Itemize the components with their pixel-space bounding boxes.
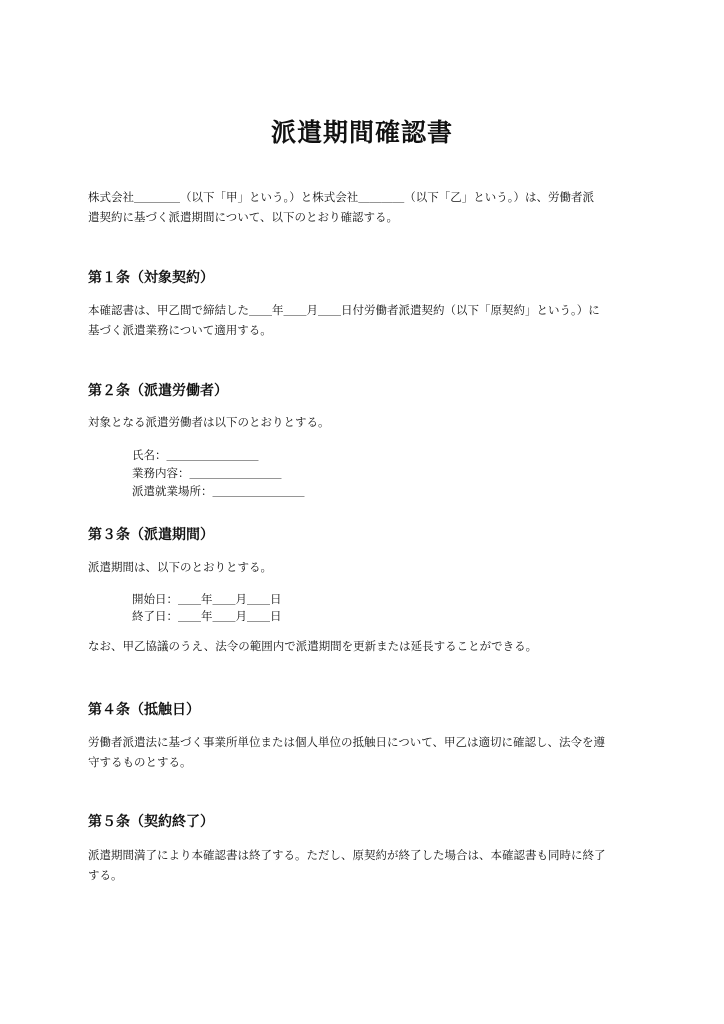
- article-2-body: 対象となる派遣労働者は以下のとおりとする。: [88, 415, 330, 429]
- article-2-item-name: 氏名：＿＿＿＿＿＿＿＿: [132, 448, 259, 462]
- article-4-body: 労働者派遣法に基づく事業所単位または個人単位の抵触日について、甲乙は適切に確認し、法令を遵 守するものとする。: [88, 735, 606, 769]
- article-3-body: 派遣期間は、以下のとおりとする。: [88, 560, 272, 574]
- article-1-body: 本確認書は、甲乙間で締結した＿＿年＿＿月＿＿日付労働者派遣契約（以下「原契約」という。）に 基づく派遣業務について適用する。: [88, 303, 600, 337]
- article-2-item-place: 派遣就業場所：＿＿＿＿＿＿＿＿: [132, 484, 305, 498]
- article-2-heading: 第２条（派遣労働者）: [88, 383, 228, 399]
- article-3-note: なお、甲乙協議のうえ、法令の範囲内で派遣期間を更新または延長することができる。: [88, 639, 538, 653]
- article-1-heading: 第１条（対象契約）: [88, 270, 214, 286]
- article-4-heading: 第４条（抵触日）: [88, 702, 200, 718]
- article-3-heading: 第３条（派遣期間）: [88, 527, 214, 543]
- article-5-body: 派遣期間満了により本確認書は終了する。ただし、原契約が終了した場合は、本確認書も同時に終了 する。: [88, 848, 606, 882]
- document-title: 派遣期間確認書: [270, 118, 453, 147]
- article-3-item-end: 終了日：＿＿年＿＿月＿＿日: [132, 609, 282, 623]
- intro-paragraph: 株式会社＿＿＿＿（以下「甲」という。）と株式会社＿＿＿＿（以下「乙」という。）は、労働者派 遣契約に基づく派遣期間について、以下のとおり確認する。: [88, 190, 594, 224]
- article-2-item-work: 業務内容：＿＿＿＿＿＿＿＿: [132, 466, 282, 480]
- article-5-heading: 第５条（契約終了）: [88, 814, 214, 830]
- article-3-item-start: 開始日：＿＿年＿＿月＿＿日: [132, 592, 282, 606]
